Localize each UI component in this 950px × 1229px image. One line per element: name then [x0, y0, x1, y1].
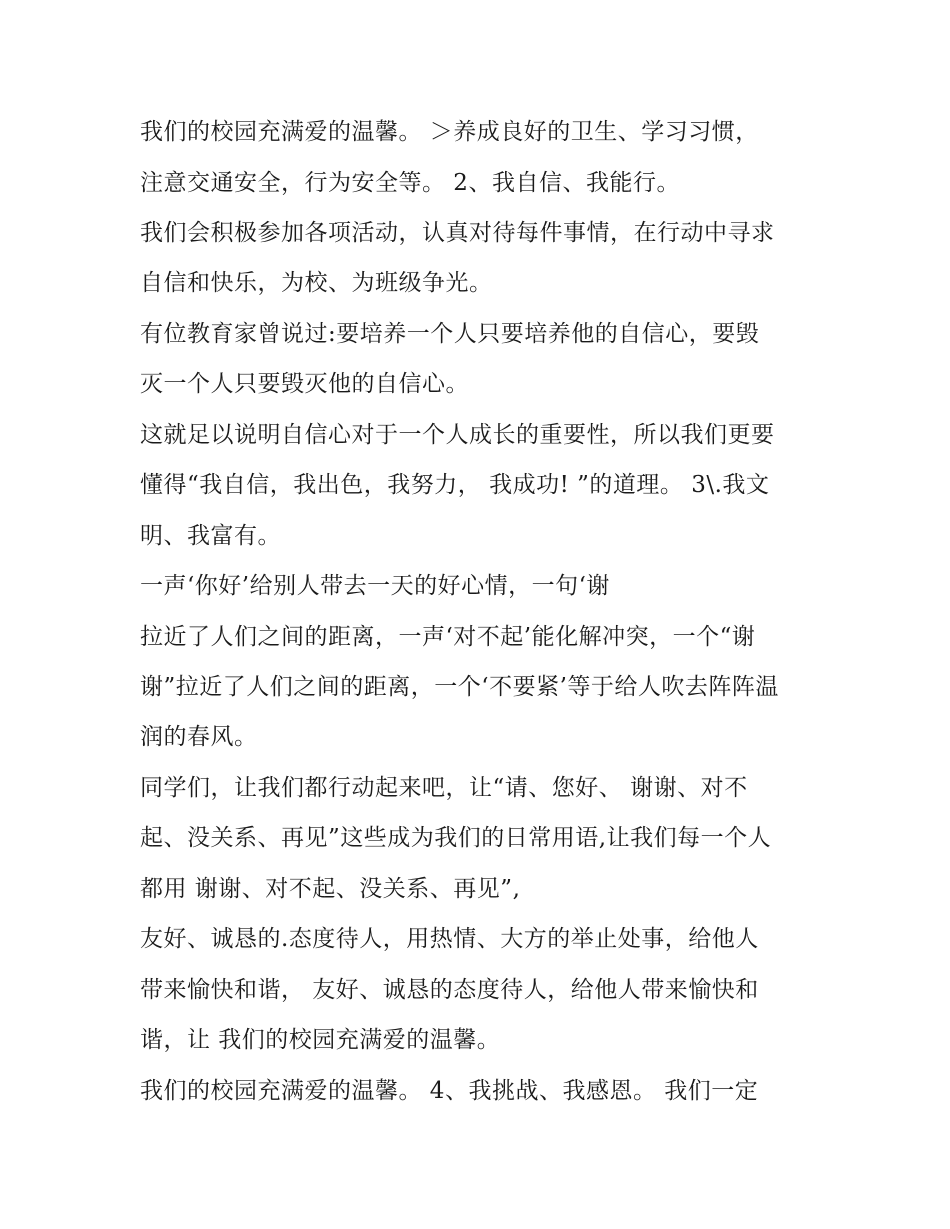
text-line: 同学们，让我们都行动起来吧，让“请、您好、 谢谢、对不	[140, 775, 748, 801]
text-line: 友好、诚恳的.态度待人，用热情、大方的举止处事，给他人	[140, 926, 759, 952]
text-line: 我们的校园充满爱的温馨。 4、我挑战、我感恩。 我们一定	[140, 1078, 759, 1104]
text-line: 我们会积极参加各项活动，认真对待每件事情，在行动中寻求	[140, 220, 775, 246]
text-line: 我们的校园充满爱的温馨。 ＞养成良好的卫生、学习习惯，	[140, 119, 759, 145]
text-line: 带来愉快和谐， 友好、诚恳的态度待人，给他人带来愉快和	[140, 977, 759, 1003]
text-line: 有位教育家曾说过:要培养一个人只要培养他的自信心，要毁	[140, 321, 760, 347]
text-line: 这就足以说明自信心对于一个人成长的重要性，所以我们更要	[140, 422, 775, 448]
text-line: 起、没关系、再见”这些成为我们的日常用语,让我们每一个人	[140, 825, 772, 851]
text-line: 注意交通安全，行为安全等。 2、我自信、我能行。	[140, 170, 680, 196]
text-line: 拉近了人们之间的距离，一声‘对不起’能化解冲突，一个“谢	[140, 624, 756, 650]
text-line: 润的春风。	[140, 724, 258, 750]
text-line: 谐，让 我们的校园充满爱的温馨。	[140, 1027, 501, 1053]
text-line: 灭一个人只要毁灭他的自信心。	[140, 371, 469, 397]
text-line: 自信和快乐，为校、为班级争光。	[140, 270, 493, 296]
text-line: 明、我富有。	[140, 523, 281, 549]
text-line: 懂得“我自信，我出色，我努力， 我成功! ”的道理。 3\.我文	[140, 472, 770, 498]
text-line: 一声‘你好’给别人带去一天的好心情，一句‘谢	[140, 573, 610, 599]
text-line: 谢”拉近了人们之间的距离，一个‘不要紧’等于给人吹去阵阵温	[140, 674, 779, 700]
text-line: 都用 谢谢、对不起、没关系、再见”,	[140, 876, 521, 902]
